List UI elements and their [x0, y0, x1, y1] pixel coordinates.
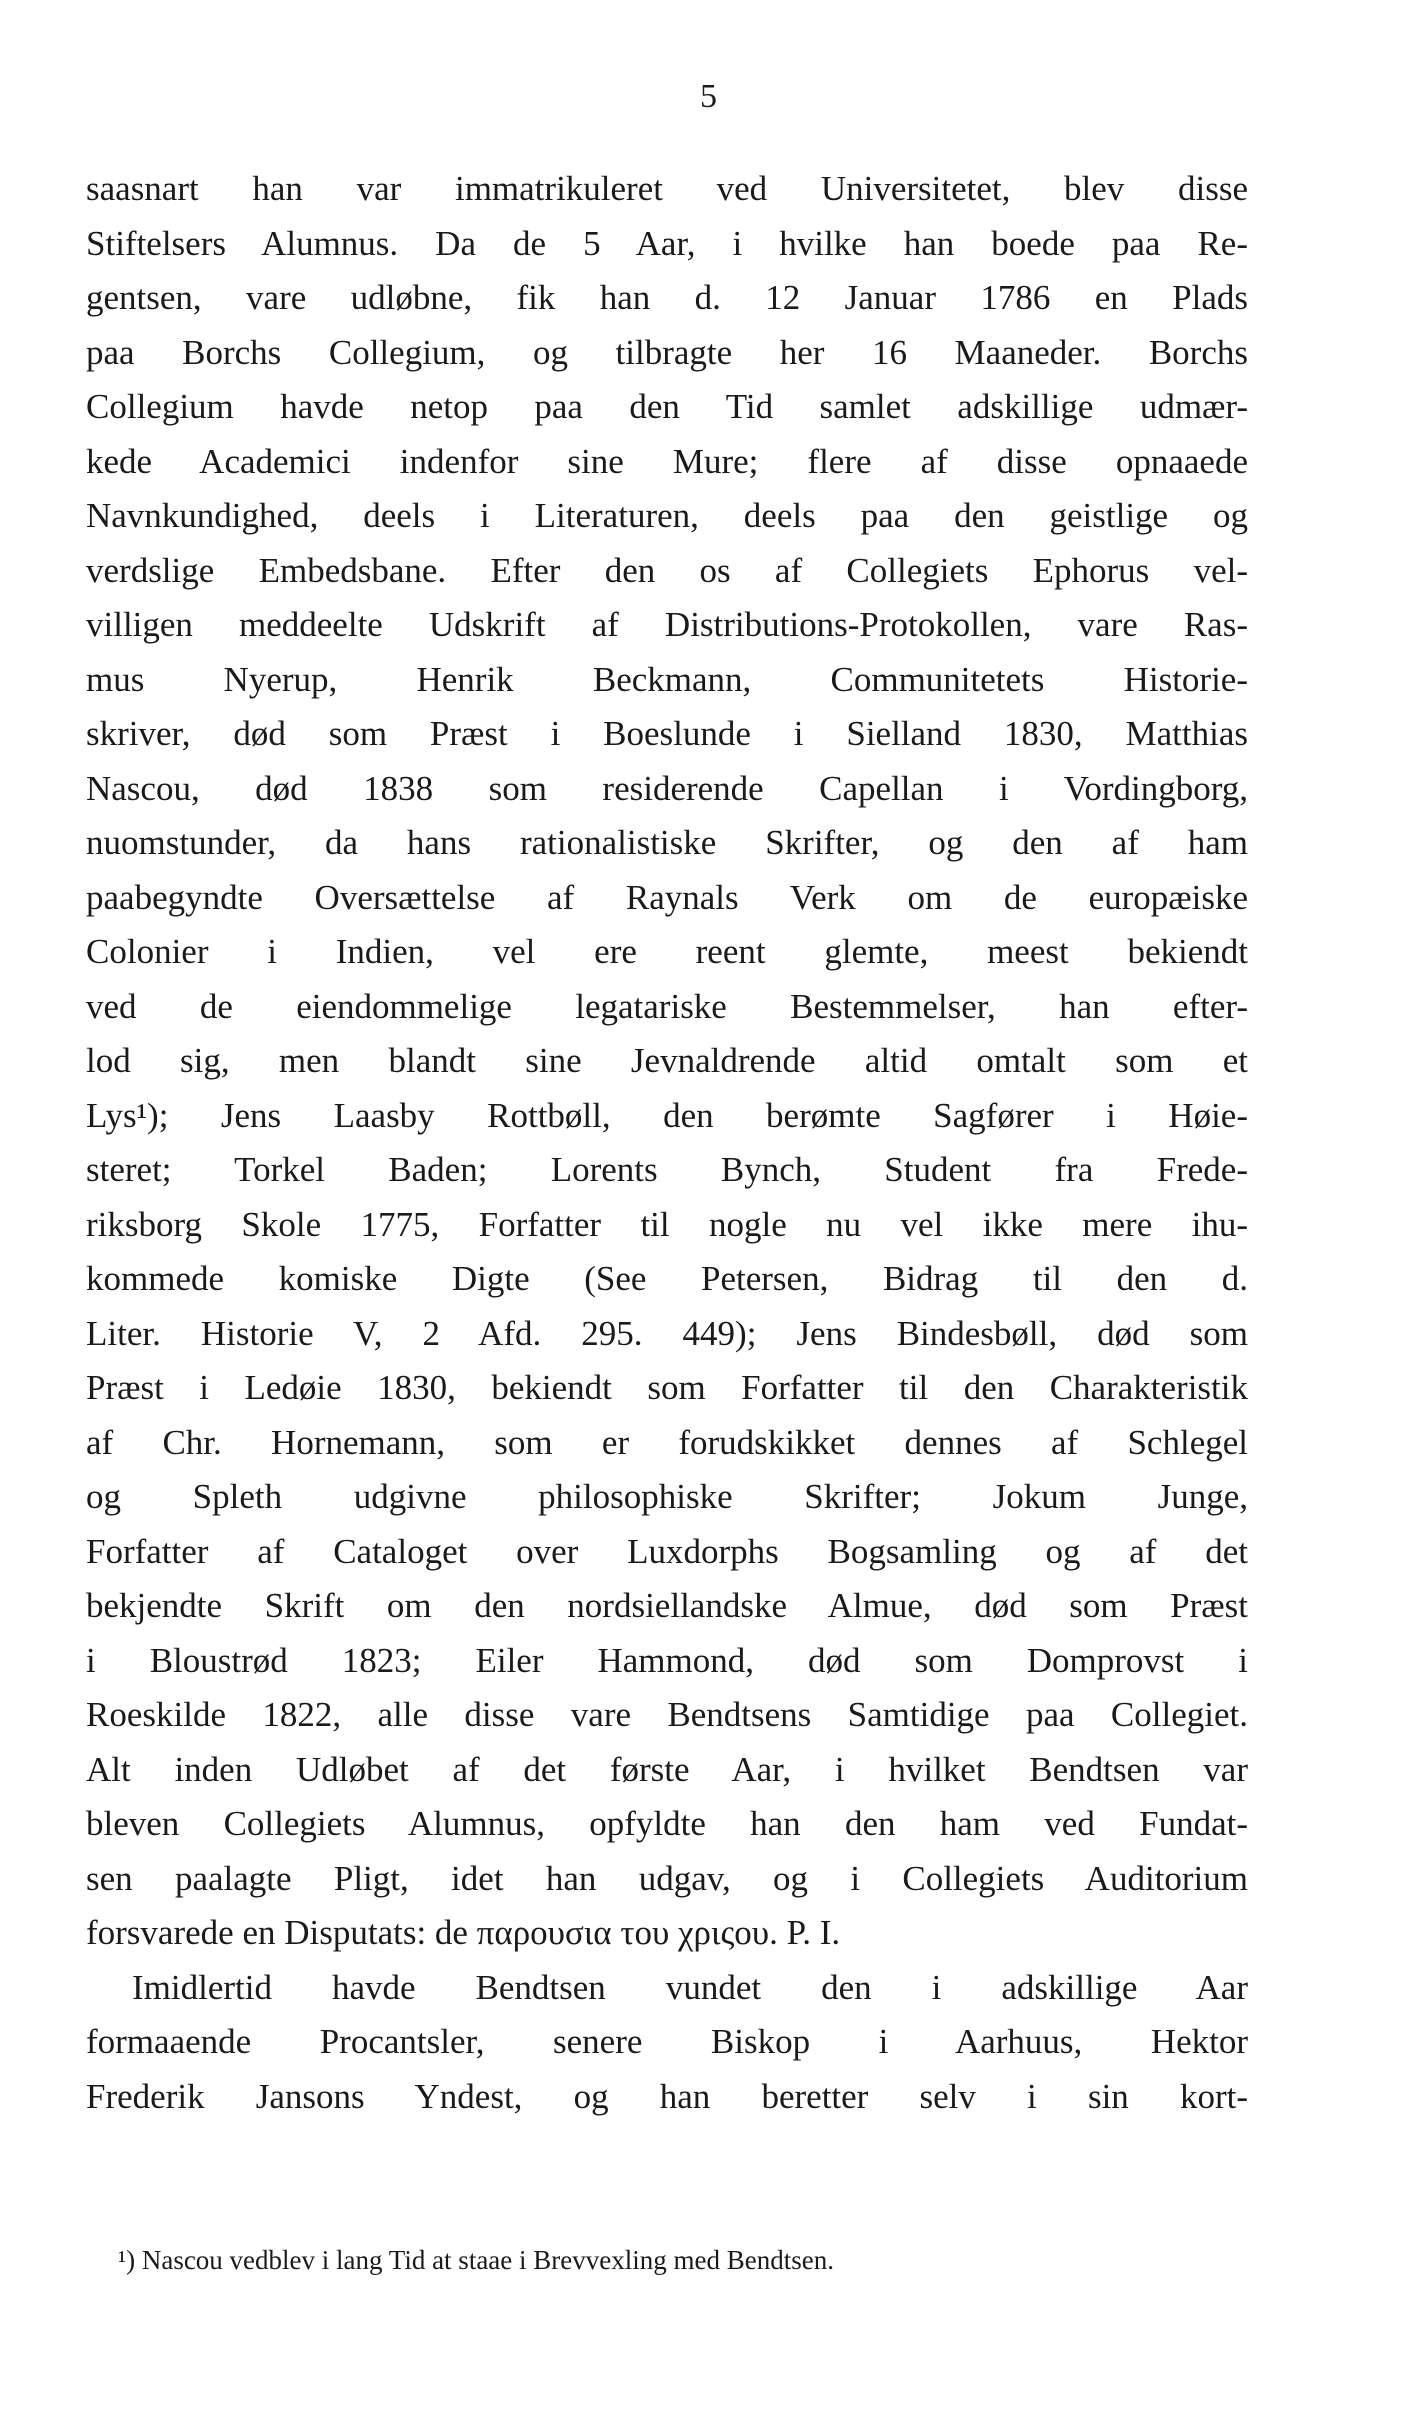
- text-line: kommede komiske Digte (See Petersen, Bidrag til den d.: [86, 1259, 1248, 1298]
- text-line: lod sig, men blandt sine Jevnaldrende altid omtalt som et: [86, 1041, 1248, 1080]
- text-line: Liter. Historie V, 2 Afd. 295. 449); Jens Bindesbøll, død som: [86, 1313, 1248, 1353]
- text-line: Præst i Ledøie 1830, bekiendt som Forfatter til den Charakteristik: [86, 1368, 1248, 1407]
- text-line: steret; Torkel Baden; Lorents Bynch, Student fra Frede-: [86, 1150, 1248, 1189]
- text-line: Lys¹); Jens Laasby Rottbøll, den berømte Sagfører i Høie-: [86, 1095, 1248, 1135]
- text-line: Navnkundighed, deels i Literaturen, deels paa den geistlige og: [86, 496, 1248, 535]
- text-line: villigen meddeelte Udskrift af Distributions-Protokollen, vare Ras-: [86, 605, 1248, 644]
- text-line: paabegyndte Oversættelse af Raynals Verk om de europæiske: [86, 877, 1248, 917]
- footnote: ¹) Nascou vedblev i lang Tid at staae i Brevvexling med Bendtsen.: [118, 2245, 834, 2275]
- text-line: Forfatter af Cataloget over Luxdorphs Bogsamling og af det: [86, 1531, 1248, 1571]
- text-line: forsvarede en Disputats: de παρουσια του χριςου. P. I.: [86, 1913, 841, 1952]
- text-line: kede Academici indenfor sine Mure; flere af disse opnaaede: [86, 441, 1248, 481]
- text-line: Alt inden Udløbet af det første Aar, i hvilket Bendtsen var: [86, 1749, 1248, 1789]
- text-line: af Chr. Hornemann, som er forudskikket dennes af Schlegel: [86, 1422, 1248, 1462]
- text-line: mus Nyerup, Henrik Beckmann, Communitetets Historie-: [86, 659, 1248, 699]
- text-line: bleven Collegiets Alumnus, opfyldte han den ham ved Fundat-: [86, 1804, 1248, 1843]
- body-text: [86, 162, 1248, 2124]
- text-line: verdslige Embedsbane. Efter den os af Collegiets Ephorus vel-: [86, 550, 1248, 590]
- text-line: bekjendte Skrift om den nordsiellandske Almue, død som Præst: [86, 1586, 1248, 1625]
- text-line: ved de eiendommelige legatariske Bestemmelser, han efter-: [86, 986, 1248, 1026]
- text-line: Stiftelsers Alumnus. Da de 5 Aar, i hvilke han boede paa Re-: [86, 223, 1248, 263]
- text-line: formaaende Procantsler, senere Biskop i Aarhuus, Hektor: [86, 2022, 1248, 2061]
- text-line: Collegium havde netop paa den Tid samlet adskillige udmær-: [86, 387, 1248, 426]
- text-line: nuomstunder, da hans rationalistiske Skrifter, og den af ham: [86, 823, 1248, 862]
- text-line: saasnart han var immatrikuleret ved Universitetet, blev disse: [86, 169, 1248, 208]
- text-line: Frederik Jansons Yndest, og han beretter selv i sin kort-: [86, 2076, 1248, 2116]
- text-line: sen paalagte Pligt, idet han udgav, og i Collegiets Auditorium: [86, 1858, 1248, 1898]
- text-line: paa Borchs Collegium, og tilbragte her 16 Maaneder. Borchs: [86, 332, 1248, 372]
- text-line: Nascou, død 1838 som residerende Capellan i Vordingborg,: [86, 768, 1248, 808]
- text-line: skriver, død som Præst i Boeslunde i Sielland 1830, Matthias: [86, 714, 1248, 753]
- text-line: Colonier i Indien, vel ere reent glemte, meest bekiendt: [86, 932, 1248, 971]
- text-line: i Bloustrød 1823; Eiler Hammond, død som Domprovst i: [86, 1640, 1248, 1680]
- text-line: Roeskilde 1822, alle disse vare Bendtsens Samtidige paa Collegiet.: [86, 1695, 1248, 1734]
- text-line: riksborg Skole 1775, Forfatter til nogle nu vel ikke mere ihu-: [86, 1204, 1248, 1244]
- text-line: og Spleth udgivne philosophiske Skrifter; Jokum Junge,: [86, 1477, 1248, 1516]
- text-line: gentsen, vare udløbne, fik han d. 12 Januar 1786 en Plads: [86, 278, 1248, 317]
- page-number: 5: [700, 78, 717, 115]
- text-line: Imidlertid havde Bendtsen vundet den i adskillige Aar: [132, 1967, 1248, 2007]
